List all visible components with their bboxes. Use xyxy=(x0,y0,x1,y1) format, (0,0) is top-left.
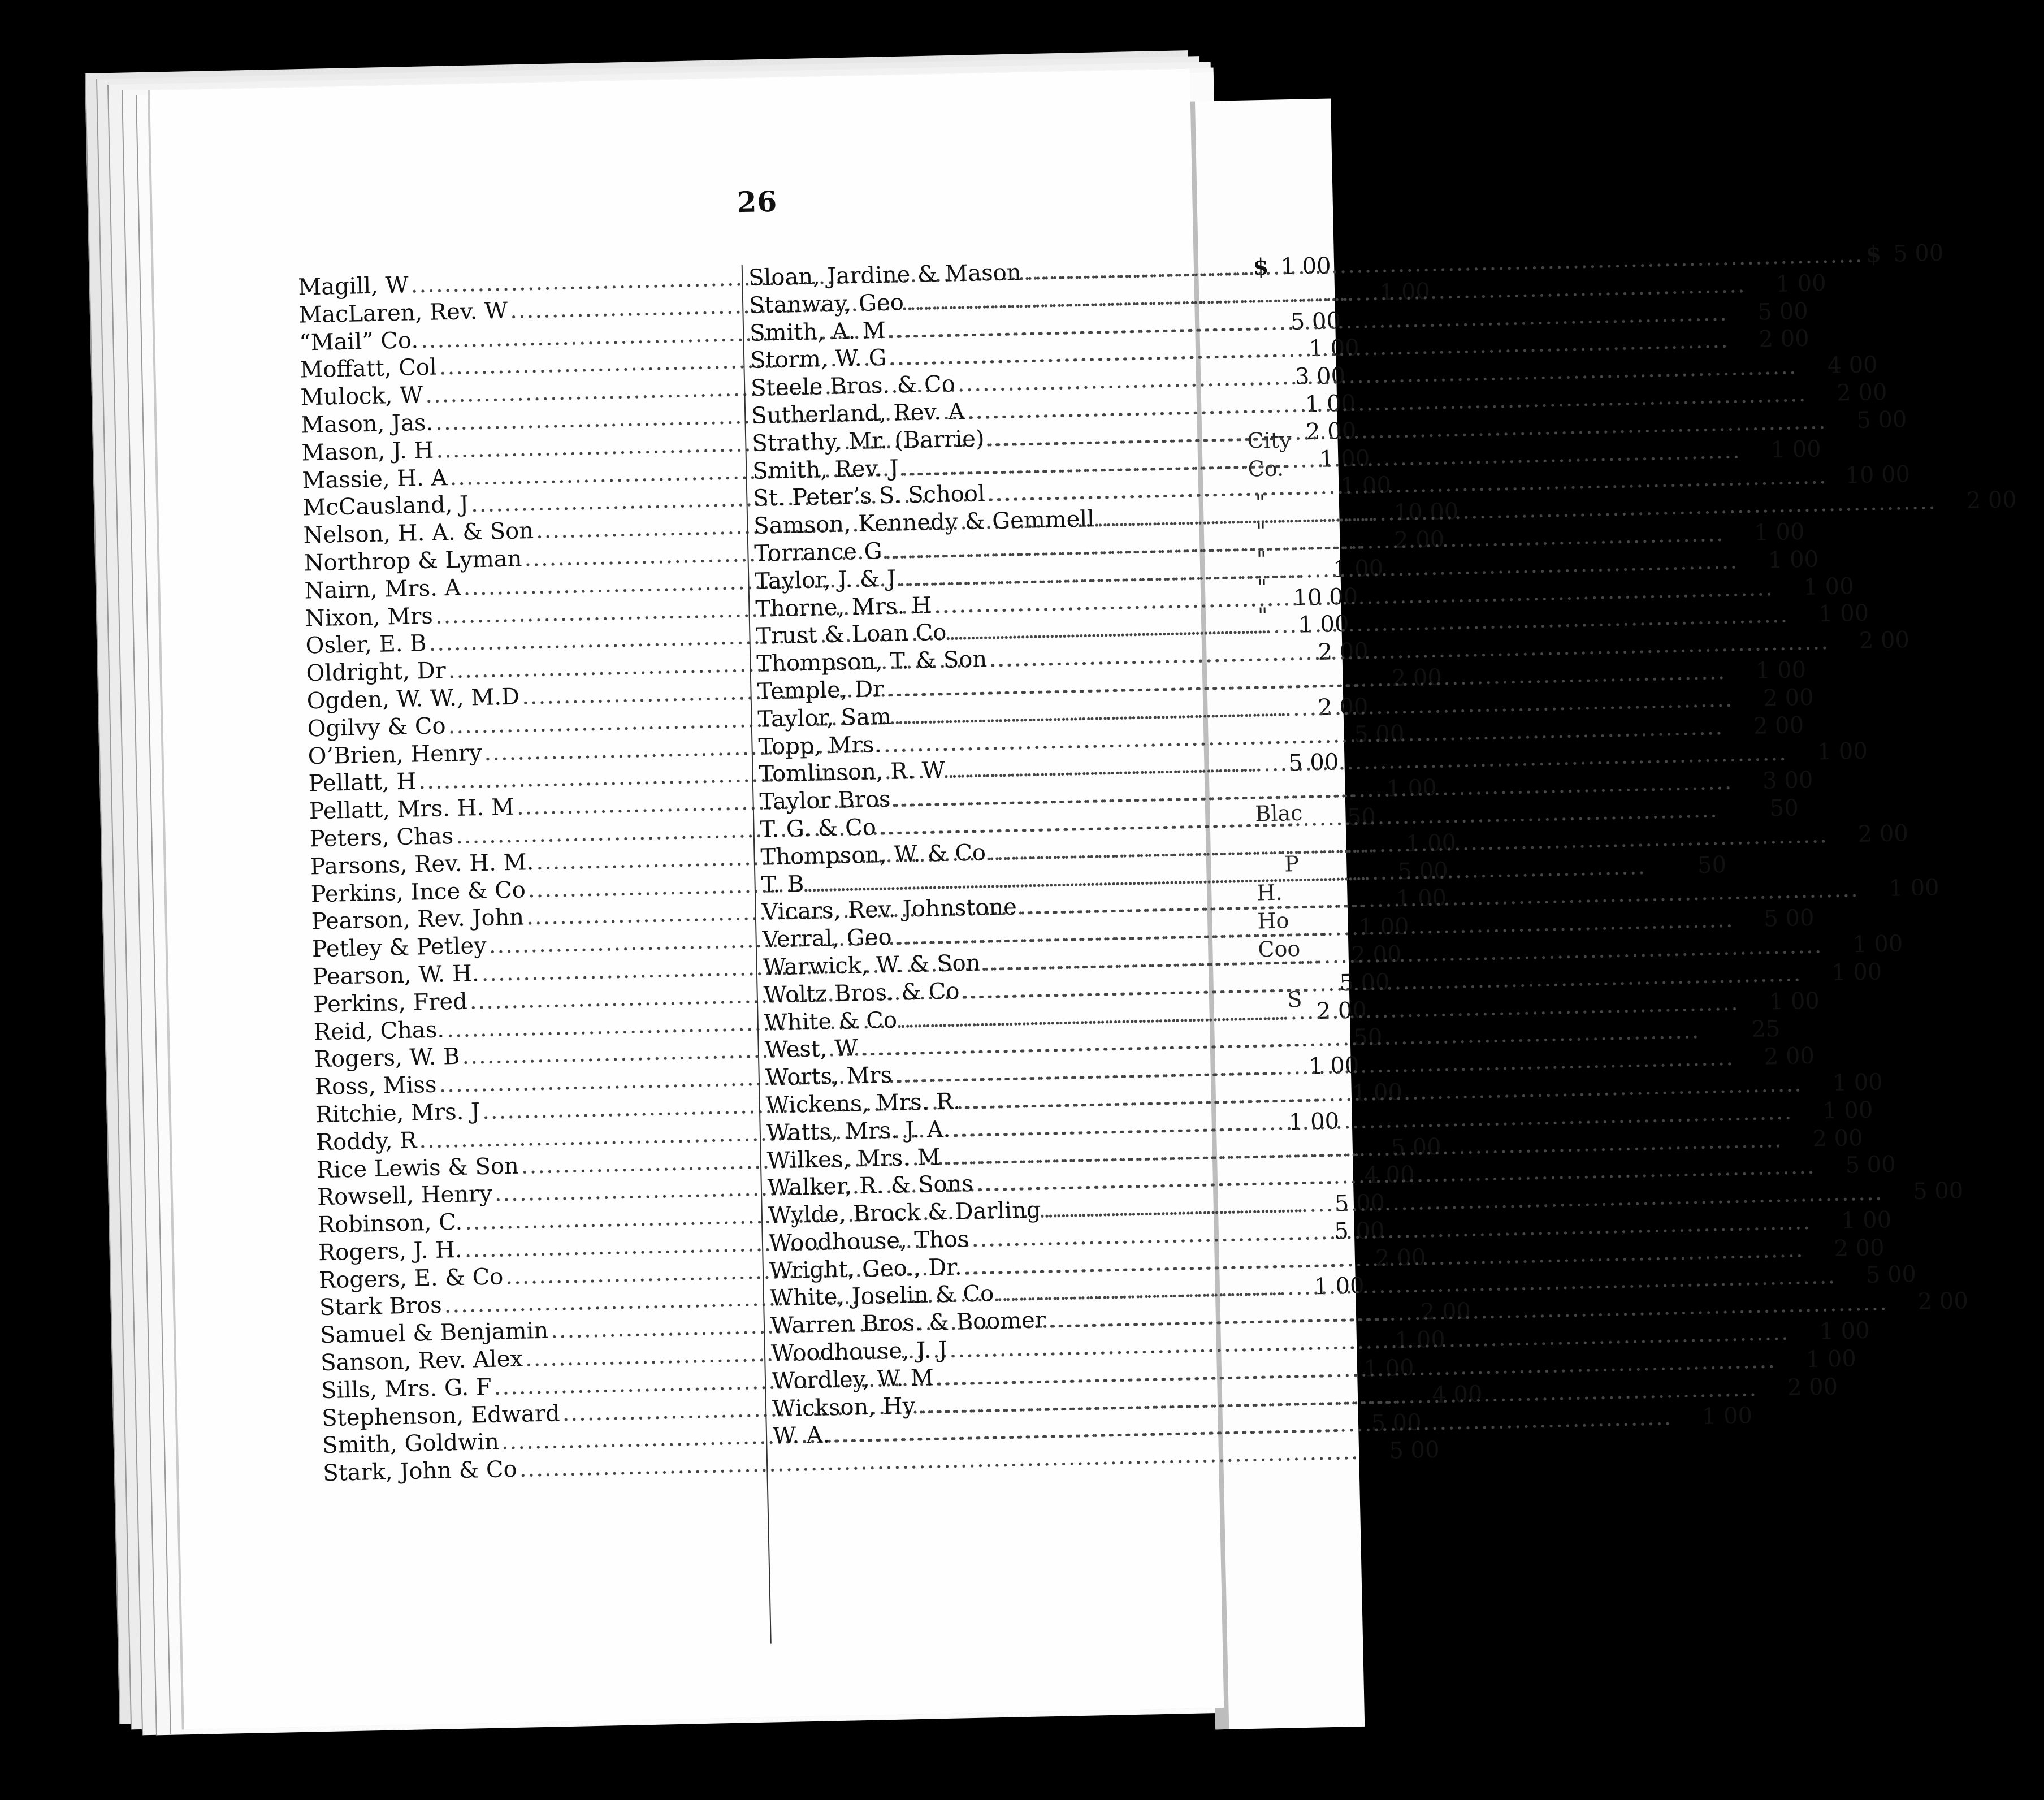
dollar-sign xyxy=(1813,1228,1829,1229)
amount: 1 00 xyxy=(1298,611,1349,638)
amount: 5 00 xyxy=(1763,905,1815,932)
subscriber-name: Tomlinson, R. W xyxy=(759,758,946,788)
amount: 5 00 xyxy=(1391,1133,1442,1161)
subscriber-name: Nelson, H. A. & Son xyxy=(303,518,534,549)
amount: 4 00 xyxy=(1364,1161,1415,1189)
amount: 5 00 xyxy=(1339,969,1391,996)
facing-fragment: Co. xyxy=(1248,456,1284,482)
amount: 50 xyxy=(1353,1024,1383,1052)
subscriber-name: White & Co xyxy=(764,1007,898,1036)
amount: 1 00 xyxy=(1280,253,1331,280)
amount: 1 00 xyxy=(1769,988,1820,1015)
subscriber-name: Samuel & Benjamin xyxy=(319,1318,549,1349)
subscriber-name: Taylor Bros xyxy=(759,786,891,815)
amount: 1 00 xyxy=(1358,913,1410,941)
amount: 1 00 xyxy=(1822,1097,1873,1124)
facing-fragment: " xyxy=(1256,547,1267,572)
subscriber-name: Peters, Chas xyxy=(309,823,454,853)
facing-fragment: Ho xyxy=(1257,908,1289,934)
amount: 1 00 xyxy=(1313,1273,1365,1300)
subscriber-name: Nixon, Mrs xyxy=(305,603,434,632)
amount: 1 00 xyxy=(1889,875,1940,902)
subscriber-name: Vicars, Rev. Johnstone xyxy=(761,894,1017,925)
dollar-sign xyxy=(1818,1173,1834,1174)
amount: 5 00 xyxy=(1288,749,1339,777)
dollar-sign xyxy=(1736,706,1752,707)
subscriber-name: Roddy, R xyxy=(315,1127,417,1156)
dollar-sign xyxy=(1703,1038,1718,1039)
amount: 25 xyxy=(1751,1016,1781,1043)
dollar-sign xyxy=(1785,1146,1801,1147)
subscriber-name: Moffatt, Col xyxy=(299,354,438,383)
amount: 50 xyxy=(1346,803,1376,830)
subscriber-name: Nairn, Mrs. A xyxy=(304,574,461,604)
amount: 5 00 xyxy=(1353,720,1405,748)
amount: 1 00 xyxy=(1832,1069,1883,1096)
facing-fragment: Coo xyxy=(1257,936,1301,962)
subscriber-name: Mason, J. H xyxy=(301,437,434,466)
amount: 3 00 xyxy=(1294,363,1346,390)
amount: 2 00 xyxy=(1787,1373,1838,1401)
dollar-sign xyxy=(1939,508,1955,509)
subscriber-name: Mulock, W xyxy=(300,382,423,411)
facing-fragment: H. xyxy=(1256,880,1283,906)
subscriber-name: Mason, Jas. xyxy=(300,409,434,439)
subscriber-name: Rowsell, Henry xyxy=(317,1181,493,1211)
amount: 2 00 xyxy=(1393,526,1445,554)
facing-fragment: " xyxy=(1257,575,1267,600)
amount: 10 00 xyxy=(1293,583,1358,611)
amount: 5 00 xyxy=(1893,240,1944,267)
dollar-sign xyxy=(1807,1256,1822,1257)
subscriber-name: Watts, Mrs. J. A. xyxy=(766,1116,951,1146)
subscriber-name: Sloan, Jardine & Mason xyxy=(748,259,1021,291)
amount: 10 00 xyxy=(1845,461,1911,489)
page-number: 26 xyxy=(736,184,778,219)
amount: 1 00 xyxy=(1363,1355,1414,1382)
dollar-sign xyxy=(1721,816,1736,817)
amount: 2 00 xyxy=(1420,1298,1471,1326)
amount: 2 00 xyxy=(1350,941,1402,968)
subscriber-name: Ritchie, Mrs. J xyxy=(315,1098,480,1128)
subscriber-name: Thompson, W. & Co xyxy=(760,840,986,871)
subscriber-name: Sills, Mrs. G. F xyxy=(321,1374,492,1404)
subscriber-name: White, Joselin & Co xyxy=(769,1280,994,1312)
subscriber-name: Verral, Geo xyxy=(762,924,893,953)
subscriber-name: Rice Lewis & Son xyxy=(316,1153,519,1183)
amount: 5 00 xyxy=(1845,1152,1896,1179)
dollar-sign: $ xyxy=(1253,253,1269,281)
amount: 2 00 xyxy=(1753,712,1804,739)
amount: 2 00 xyxy=(1316,997,1367,1024)
subscriber-name: Smith, A. M xyxy=(749,317,886,347)
amount: 2 00 xyxy=(1857,820,1909,847)
subscriber-name: Wickson, Hy xyxy=(772,1392,916,1422)
subscriber-name: Smith, Rev. J xyxy=(752,455,899,484)
facing-fragment: " xyxy=(1255,490,1266,516)
amount: 1 00 xyxy=(1386,774,1437,802)
amount: 1 00 xyxy=(1305,390,1356,418)
subscriber-name: Pearson, Rev. John xyxy=(311,904,525,935)
subscriber-name: Sanson, Rev. Alex xyxy=(320,1345,523,1377)
facing-fragment: Blac xyxy=(1254,800,1303,827)
amount: 1 00 xyxy=(1753,518,1805,546)
amount: 1 00 xyxy=(1803,573,1855,600)
subscriber-name: Warwick, W. & Son xyxy=(763,950,981,981)
subscriber-name: Perkins, Fred xyxy=(313,988,468,1018)
amount: 2 00 xyxy=(1375,1244,1426,1271)
facing-fragment: " xyxy=(1257,603,1268,629)
subscriber-name: Osler, E. B xyxy=(305,630,427,659)
subscriber-name: Ogilvy & Co xyxy=(307,713,447,742)
amount: 5 00 xyxy=(1371,1409,1422,1437)
subscriber-name: St. Peter’s S. School xyxy=(752,481,986,512)
amount: 1 00 xyxy=(1288,1108,1340,1135)
subscriber-name: McCausland, J xyxy=(302,491,469,521)
dollar-sign xyxy=(1804,980,1820,981)
subscriber-name: Thorne, Mrs. H xyxy=(755,592,932,622)
amount: 10 00 xyxy=(1393,498,1459,526)
amount: 1 00 xyxy=(1805,1345,1857,1373)
amount: 5 00 xyxy=(1397,857,1449,885)
subscriber-name: Trust & Loan Co xyxy=(755,620,947,650)
dollar-sign xyxy=(1760,1395,1775,1396)
dollar-sign xyxy=(1730,320,1746,321)
amount: 1 00 xyxy=(1352,1079,1403,1106)
subscriber-name: Smith, Goldwin xyxy=(322,1429,500,1459)
subscriber-name: Robinson, C. xyxy=(317,1209,463,1239)
amount: 5 00 xyxy=(1389,1437,1440,1464)
subscriber-name: Ogden, W. W., M.D xyxy=(306,683,520,715)
dollar-sign xyxy=(1778,1367,1794,1368)
subscriber-name: Oldright, Dr xyxy=(306,657,447,687)
amount: 1 00 xyxy=(1755,656,1807,684)
subscriber-name: Thompson, T. & Son xyxy=(756,646,988,677)
dollar-sign xyxy=(1743,457,1759,458)
subscriber-name: Stark, John & Co xyxy=(322,1456,518,1487)
amount: 2 00 xyxy=(1764,1042,1815,1070)
amount: 1 00 xyxy=(1841,1206,1892,1234)
amount: 50 xyxy=(1697,851,1727,879)
amount: 5 00 xyxy=(1912,1178,1964,1205)
subscriber-name: Rogers, W. B xyxy=(314,1044,460,1073)
amount: 1 00 xyxy=(1395,1326,1446,1354)
amount: 1 00 xyxy=(1768,546,1819,573)
amount: 1 00 xyxy=(1819,1317,1870,1345)
amount: 1 00 xyxy=(1332,555,1384,583)
subscriber-name: Perkins, Ince & Co xyxy=(310,876,526,907)
amount: 2 00 xyxy=(1836,379,1887,406)
amount: 5 00 xyxy=(1333,1217,1385,1245)
subscriber-name: Reid, Chas. xyxy=(313,1016,445,1045)
subscriber-name: Torrance G xyxy=(753,538,883,567)
subscriber-name: Taylor, Sam xyxy=(757,703,892,733)
dollar-sign xyxy=(1829,428,1845,429)
amount: 2 00 xyxy=(1859,627,1910,655)
subscriber-name: T. B xyxy=(761,871,804,898)
subscriber-name: Woodhouse, J. J xyxy=(770,1337,948,1367)
subscriber-name: Steele Bros. & Co xyxy=(750,371,956,402)
amount: 2 00 xyxy=(1305,418,1357,445)
dollar-sign xyxy=(1830,483,1846,484)
subscriber-name: Petley & Petley xyxy=(311,932,487,963)
dollar-sign xyxy=(1728,678,1744,679)
amount: 1 00 xyxy=(1379,278,1431,306)
amount: 2 00 xyxy=(1317,693,1369,721)
subscriber-name: Worts, Mrs xyxy=(765,1062,893,1091)
subscriber-name: Temple, Dr xyxy=(757,676,884,705)
subscriber-name: Wordley, W. M xyxy=(771,1365,934,1395)
amount: 5 00 xyxy=(1856,406,1907,434)
amount: 4 00 xyxy=(1431,1381,1483,1408)
amount: 1 00 xyxy=(1770,435,1822,463)
subscriber-name: Parsons, Rev. H. M. xyxy=(310,849,534,880)
dollar-sign xyxy=(1648,873,1664,874)
amount: 3 00 xyxy=(1762,767,1813,794)
amount: 1 00 xyxy=(1319,445,1370,473)
amount: 2 00 xyxy=(1917,1288,1969,1316)
dollar-sign xyxy=(1792,1339,1808,1340)
amount: 5 00 xyxy=(1334,1189,1385,1217)
subscriber-name: Northrop & Lyman xyxy=(304,546,522,577)
facing-fragment: " xyxy=(1255,518,1266,544)
subscriber-name: Topp, Mrs. xyxy=(758,731,882,760)
subscriber-name: MacLaren, Rev. W xyxy=(298,297,508,328)
amount: 1 00 xyxy=(1405,829,1457,857)
subscriber-name: Massie, H. A xyxy=(302,464,448,494)
subscriber-name: Warren Bros. & Boomer xyxy=(770,1307,1046,1339)
subscriber-name: Taylor, J. & J xyxy=(754,565,897,595)
amount: 2 00 xyxy=(1966,487,2017,514)
dollar-sign: $ xyxy=(1865,240,1882,268)
subscriber-name: Wright, Geo., Dr. xyxy=(769,1254,963,1284)
dollar-sign xyxy=(1831,648,1847,649)
amount: 1 00 xyxy=(1396,885,1447,912)
subscriber-name: O’Brien, Henry xyxy=(308,739,482,769)
amount: 1 00 xyxy=(1340,472,1392,500)
amount: 50 xyxy=(1769,795,1799,822)
amount: 1 00 xyxy=(1775,270,1827,297)
subscriber-name: Walker, R. & Sons xyxy=(767,1171,974,1201)
amount: 4 00 xyxy=(1827,352,1878,379)
subscriber-name: Rogers, J. H. xyxy=(318,1236,463,1266)
dollar-sign xyxy=(1727,540,1743,541)
amount: 5 00 xyxy=(1290,308,1341,335)
subscriber-name: Storm, W. G xyxy=(750,345,887,374)
subscriber-name: Strathy, Mr. (Barrie) xyxy=(751,425,985,457)
amount: 2 00 xyxy=(1833,1234,1885,1262)
subscriber-name: Wylde, Brock & Darling xyxy=(768,1197,1041,1229)
amount: 2 00 xyxy=(1763,684,1815,712)
amount: 2 00 xyxy=(1759,326,1810,353)
subscriber-name: Pellatt, H xyxy=(308,768,417,797)
subscriber-name: Magill, W xyxy=(297,272,409,301)
amount: 2 00 xyxy=(1391,664,1443,692)
subscriber-name: Samson, Kennedy & Gemmell xyxy=(753,506,1095,539)
subscriber-name: Pearson, W. H. xyxy=(312,960,480,990)
amount: 1 00 xyxy=(1852,931,1903,958)
subscriber-name: Wilkes, Mrs. M xyxy=(766,1144,941,1174)
amount: 5 00 xyxy=(1865,1261,1917,1289)
amount: 1 00 xyxy=(1308,1052,1359,1080)
amount: 2 00 xyxy=(1318,638,1369,666)
subscriber-name: “Mail” Co. xyxy=(298,327,419,356)
amount: 1 00 xyxy=(1309,335,1360,362)
amount: 2 00 xyxy=(1812,1124,1864,1152)
dollar-sign xyxy=(1742,1009,1757,1010)
subscriber-name: Stephenson, Edward xyxy=(321,1400,561,1431)
dollar-sign xyxy=(1731,347,1747,348)
amount: 1 00 xyxy=(1701,1403,1753,1430)
subscriber-name: Woltz Bros. & Co xyxy=(763,978,960,1009)
facing-fragment: P xyxy=(1284,851,1300,877)
facing-fragment: City xyxy=(1247,427,1292,453)
subscriber-name: Wickens, Mrs. R. xyxy=(765,1088,961,1119)
amount: 1 00 xyxy=(1818,600,1869,628)
subscriber-name: West, W xyxy=(764,1035,858,1063)
subscriber-name: Stark Bros xyxy=(319,1292,443,1321)
amount: 1 00 xyxy=(1831,958,1882,986)
subscriber-name: W. A. xyxy=(772,1422,830,1449)
subscriber-name: Sutherland, Rev. A xyxy=(751,398,965,429)
subscriber-name: Rogers, E. & Co xyxy=(318,1264,504,1293)
subscriber-name: Stanway, Geo xyxy=(748,289,904,319)
amount: 5 00 xyxy=(1757,298,1809,326)
subscriber-name: T. G. & Co xyxy=(760,814,877,843)
subscriber-name: Pellatt, Mrs. H. M xyxy=(309,794,515,825)
subscriber-name: Woodhouse, Thos xyxy=(768,1226,969,1257)
amount: 1 00 xyxy=(1817,738,1868,765)
facing-fragment: S xyxy=(1287,986,1302,1012)
subscriber-name: Ross, Miss xyxy=(314,1071,437,1101)
dollar-sign xyxy=(1838,1283,1854,1284)
